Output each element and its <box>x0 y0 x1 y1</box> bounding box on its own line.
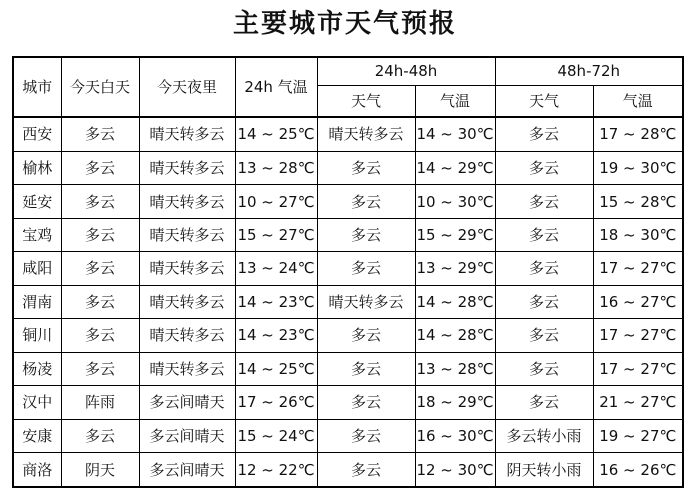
today-day-cell: 多云 <box>61 218 139 251</box>
temp-24h-cell: 15 ~ 27℃ <box>235 218 317 251</box>
temp-72h-cell: 17 ~ 27℃ <box>593 319 683 352</box>
weather-48h-cell: 多云 <box>317 151 415 184</box>
weather-48h-cell: 多云 <box>317 386 415 419</box>
header-temp-24h: 24h 气温 <box>235 57 317 117</box>
weather-72h-cell: 多云 <box>495 252 593 285</box>
temp-48h-cell: 12 ~ 30℃ <box>415 453 495 487</box>
today-night-cell: 多云间晴天 <box>139 386 235 419</box>
table-row <box>13 386 683 419</box>
temp-72h-cell: 19 ~ 30℃ <box>593 151 683 184</box>
table-row <box>13 419 683 452</box>
city-cell: 延安 <box>13 185 61 218</box>
city-cell: 安康 <box>13 419 61 452</box>
today-night-cell: 多云间晴天 <box>139 419 235 452</box>
city-cell: 铜川 <box>13 319 61 352</box>
temp-72h-cell: 18 ~ 30℃ <box>593 218 683 251</box>
temp-24h-cell: 14 ~ 23℃ <box>235 285 317 318</box>
temp-48h-cell: 14 ~ 30℃ <box>415 117 495 151</box>
today-night-cell: 多云间晴天 <box>139 453 235 487</box>
temp-72h-cell: 17 ~ 28℃ <box>593 117 683 151</box>
temp-24h-cell: 14 ~ 25℃ <box>235 352 317 385</box>
header-temp-48h: 气温 <box>415 85 495 117</box>
city-cell: 渭南 <box>13 285 61 318</box>
temp-24h-cell: 12 ~ 22℃ <box>235 453 317 487</box>
weather-72h-cell: 多云 <box>495 319 593 352</box>
weather-72h-cell: 多云转小雨 <box>495 419 593 452</box>
temp-48h-cell: 16 ~ 30℃ <box>415 419 495 452</box>
temp-24h-cell: 14 ~ 23℃ <box>235 319 317 352</box>
today-day-cell: 阴天 <box>61 453 139 487</box>
table-row <box>13 252 683 285</box>
weather-48h-cell: 晴天转多云 <box>317 285 415 318</box>
temp-24h-cell: 15 ~ 24℃ <box>235 419 317 452</box>
table-row <box>13 218 683 251</box>
today-day-cell: 阵雨 <box>61 386 139 419</box>
weather-table <box>12 56 684 488</box>
today-night-cell: 晴天转多云 <box>139 185 235 218</box>
temp-48h-cell: 14 ~ 28℃ <box>415 319 495 352</box>
today-day-cell: 多云 <box>61 319 139 352</box>
header-span-72h: 48h-72h <box>495 57 683 85</box>
table-row <box>13 285 683 318</box>
table-row <box>13 185 683 218</box>
table-row <box>13 151 683 184</box>
table-row <box>13 319 683 352</box>
temp-24h-cell: 13 ~ 24℃ <box>235 252 317 285</box>
city-cell: 榆林 <box>13 151 61 184</box>
temp-72h-cell: 17 ~ 27℃ <box>593 352 683 385</box>
table-row <box>13 352 683 385</box>
weather-48h-cell: 多云 <box>317 419 415 452</box>
temp-24h-cell: 13 ~ 28℃ <box>235 151 317 184</box>
weather-72h-cell: 多云 <box>495 285 593 318</box>
header-city: 城市 <box>13 57 61 117</box>
today-night-cell: 晴天转多云 <box>139 151 235 184</box>
temp-48h-cell: 13 ~ 29℃ <box>415 252 495 285</box>
header-weather-72h: 天气 <box>495 85 593 117</box>
temp-72h-cell: 16 ~ 27℃ <box>593 285 683 318</box>
temp-72h-cell: 16 ~ 26℃ <box>593 453 683 487</box>
header-span-48h: 24h-48h <box>317 57 495 85</box>
city-cell: 宝鸡 <box>13 218 61 251</box>
weather-72h-cell: 多云 <box>495 218 593 251</box>
table-row <box>13 117 683 151</box>
today-night-cell: 晴天转多云 <box>139 319 235 352</box>
temp-48h-cell: 18 ~ 29℃ <box>415 386 495 419</box>
header-temp-72h: 气温 <box>593 85 683 117</box>
today-day-cell: 多云 <box>61 352 139 385</box>
temp-48h-cell: 14 ~ 28℃ <box>415 285 495 318</box>
weather-48h-cell: 多云 <box>317 185 415 218</box>
today-night-cell: 晴天转多云 <box>139 252 235 285</box>
page-title: 主要城市天气预报 <box>232 9 457 39</box>
weather-48h-cell: 多云 <box>317 319 415 352</box>
temp-24h-cell: 17 ~ 26℃ <box>235 386 317 419</box>
city-cell: 杨凌 <box>13 352 61 385</box>
weather-72h-cell: 多云 <box>495 386 593 419</box>
weather-48h-cell: 晴天转多云 <box>317 117 415 151</box>
city-cell: 汉中 <box>13 386 61 419</box>
temp-24h-cell: 14 ~ 25℃ <box>235 117 317 151</box>
today-night-cell: 晴天转多云 <box>139 352 235 385</box>
today-day-cell: 多云 <box>61 419 139 452</box>
weather-48h-cell: 多云 <box>317 218 415 251</box>
temp-72h-cell: 21 ~ 27℃ <box>593 386 683 419</box>
weather-48h-cell: 多云 <box>317 252 415 285</box>
temp-48h-cell: 15 ~ 29℃ <box>415 218 495 251</box>
weather-72h-cell: 多云 <box>495 352 593 385</box>
today-night-cell: 晴天转多云 <box>139 218 235 251</box>
temp-48h-cell: 10 ~ 30℃ <box>415 185 495 218</box>
weather-72h-cell: 多云 <box>495 117 593 151</box>
header-today-day: 今天白天 <box>61 57 139 117</box>
city-cell: 咸阳 <box>13 252 61 285</box>
today-day-cell: 多云 <box>61 151 139 184</box>
city-cell: 商洛 <box>13 453 61 487</box>
weather-48h-cell: 多云 <box>317 453 415 487</box>
temp-72h-cell: 15 ~ 28℃ <box>593 185 683 218</box>
weather-48h-cell: 多云 <box>317 352 415 385</box>
today-day-cell: 多云 <box>61 117 139 151</box>
today-day-cell: 多云 <box>61 252 139 285</box>
temp-24h-cell: 10 ~ 27℃ <box>235 185 317 218</box>
temp-48h-cell: 13 ~ 28℃ <box>415 352 495 385</box>
temp-72h-cell: 17 ~ 27℃ <box>593 252 683 285</box>
temp-72h-cell: 19 ~ 27℃ <box>593 419 683 452</box>
header-weather-48h: 天气 <box>317 85 415 117</box>
weather-72h-cell: 阴天转小雨 <box>495 453 593 487</box>
today-day-cell: 多云 <box>61 185 139 218</box>
city-cell: 西安 <box>13 117 61 151</box>
table-row <box>13 453 683 487</box>
today-day-cell: 多云 <box>61 285 139 318</box>
weather-72h-cell: 多云 <box>495 151 593 184</box>
temp-48h-cell: 14 ~ 29℃ <box>415 151 495 184</box>
today-night-cell: 晴天转多云 <box>139 117 235 151</box>
header-today-night: 今天夜里 <box>139 57 235 117</box>
weather-72h-cell: 多云 <box>495 185 593 218</box>
today-night-cell: 晴天转多云 <box>139 285 235 318</box>
